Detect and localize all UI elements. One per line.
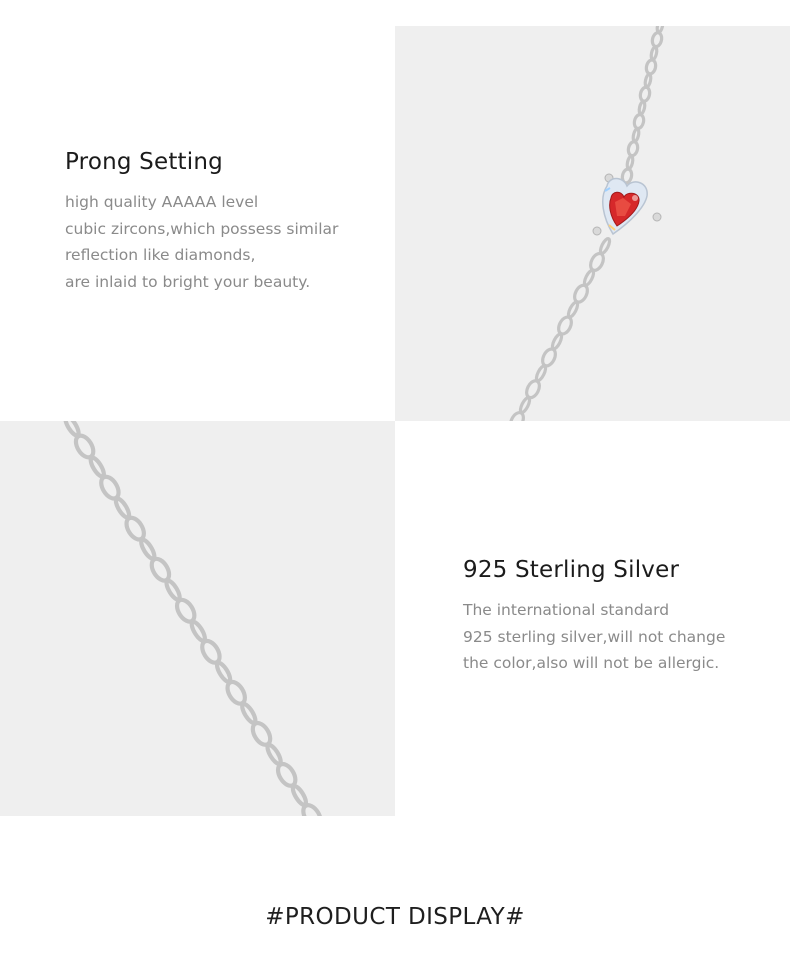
chain-link bbox=[139, 538, 157, 560]
chain-links-closeup bbox=[63, 421, 324, 816]
chain-links-upper bbox=[508, 26, 664, 421]
chain-link bbox=[265, 743, 283, 765]
chain-link bbox=[240, 702, 258, 724]
feature-line: high quality AAAAA level bbox=[65, 193, 259, 211]
chain-link bbox=[645, 59, 657, 75]
chain-link bbox=[114, 497, 132, 519]
chain-link bbox=[639, 86, 651, 102]
chain-link bbox=[638, 101, 646, 114]
feature-line: are inlaid to bright your beauty. bbox=[65, 272, 311, 291]
chain-link bbox=[627, 141, 639, 157]
chain-closeup-illustration bbox=[0, 421, 395, 816]
feature-line: cubic zircons,which possess similar bbox=[65, 219, 339, 238]
chain-link bbox=[290, 784, 308, 806]
feature-line: the color,also will not be allergic. bbox=[463, 654, 720, 672]
chain-with-heart-gem-illustration bbox=[395, 26, 790, 421]
feature-description bbox=[463, 597, 725, 677]
feature-line: reflection like diamonds, bbox=[65, 246, 256, 264]
product-photo-heart-gem bbox=[395, 26, 790, 421]
section-title: #PRODUCT DISPLAY# bbox=[265, 904, 525, 930]
chain-link bbox=[88, 456, 106, 478]
feature-description bbox=[65, 189, 338, 295]
chain-link bbox=[644, 74, 652, 87]
chain-link bbox=[632, 128, 640, 141]
feature-sterling-silver bbox=[463, 557, 725, 677]
chain-link bbox=[650, 47, 658, 60]
feature-line: The international standard bbox=[463, 601, 670, 619]
feature-title: 925 Sterling Silver bbox=[463, 557, 680, 583]
chain-link bbox=[626, 156, 634, 169]
chain-link bbox=[651, 32, 663, 48]
chain-link bbox=[164, 579, 182, 601]
chain-link bbox=[189, 620, 207, 642]
chain-link bbox=[633, 114, 645, 130]
chain-link bbox=[215, 661, 233, 683]
product-photo-chain bbox=[0, 421, 395, 816]
feature-title: Prong Setting bbox=[65, 149, 223, 175]
feature-prong-setting bbox=[65, 149, 338, 295]
feature-line: 925 sterling silver,will not change bbox=[463, 627, 726, 646]
